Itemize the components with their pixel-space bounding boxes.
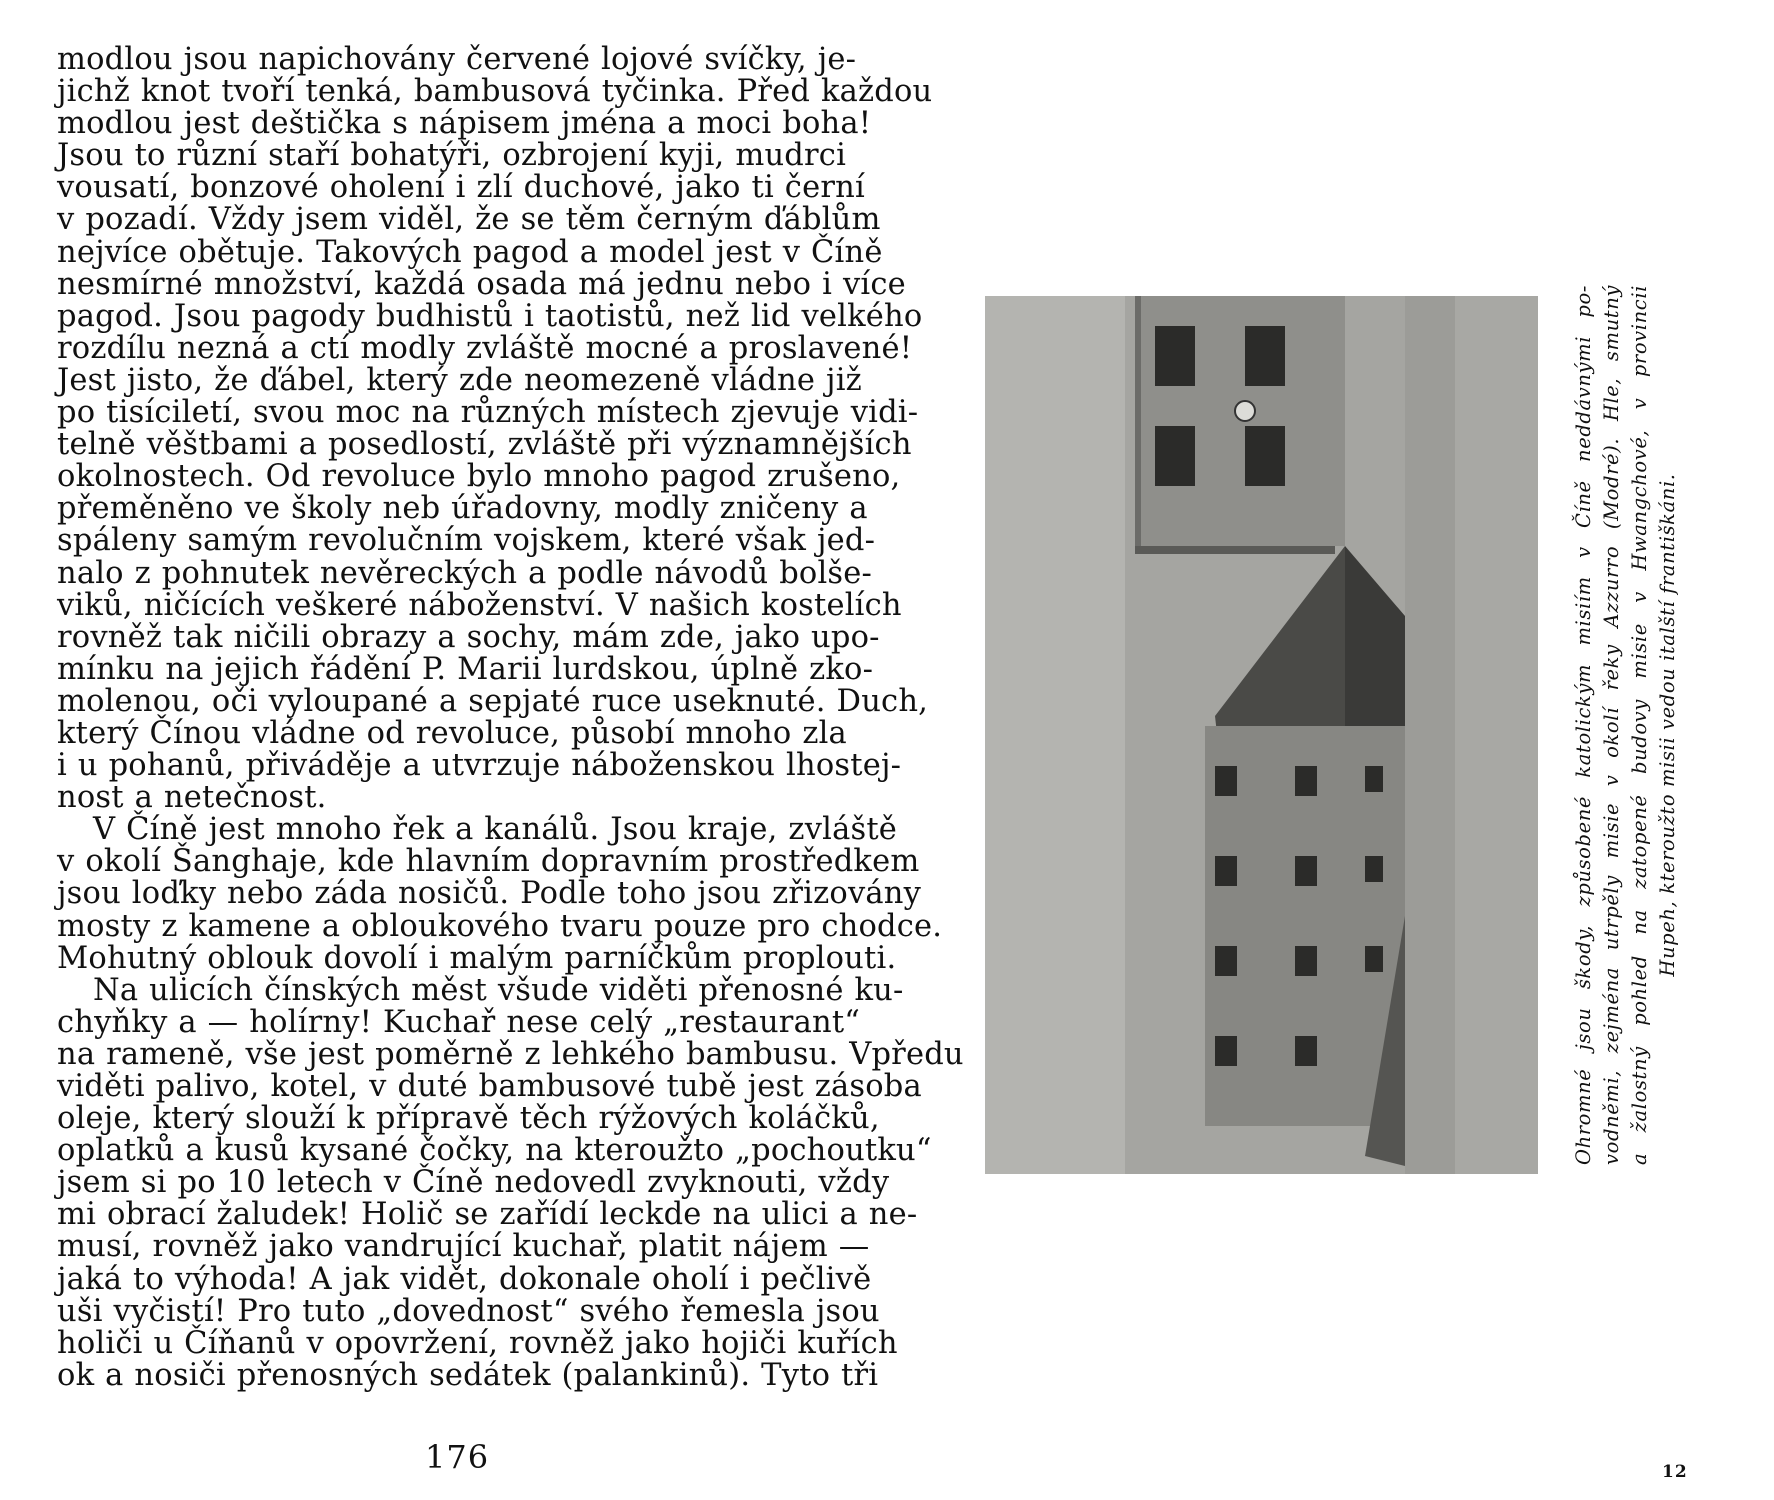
text-line: v pozadí. Vždy jsem viděl, že se těm černým ďáblům	[57, 202, 881, 238]
text-line: Jsou to různí staří bohatýři, ozbrojení kyji, mudrci	[57, 138, 847, 174]
text-line: přeměněno ve školy neb úřadovny, modly zničeny a	[57, 491, 868, 527]
text-line: v okolí Šanghaje, kde hlavním dopravním prostředkem	[57, 844, 920, 880]
text-line: jaká to výhoda! A jak vidět, dokonale oholí i pečlivě	[57, 1261, 872, 1297]
caption-line: Hupeh, kteroužto misii vedou italští františkáni.	[1656, 473, 1679, 977]
text-line: rozdílu nezná a ctí modly zvláště mocné a proslavené!	[57, 330, 913, 366]
text-line: rovněž tak ničili obrazy a sochy, mám zde, jako upo-	[57, 619, 880, 655]
text-line: nesmírné množství, každá osada má jednu nebo i více	[57, 266, 906, 302]
text-line: Mohutný oblouk dovolí i malým parníčkům proplouti.	[57, 940, 897, 976]
page-number-left: 176	[425, 1438, 490, 1476]
text-line: který Čínou vládne od revoluce, působí mnoho zla	[57, 715, 847, 751]
text-line: chyňky a — holírny! Kuchař nese celý „restaurant“	[57, 1004, 861, 1040]
text-line: okolnostech. Od revoluce bylo mnoho pagod zrušeno,	[57, 459, 901, 495]
text-line: vousatí, bonzové oholení i zlí duchové, jako ti černí	[57, 170, 865, 206]
text-line: nejvíce obětuje. Takových pagod a model jest v Číně	[57, 234, 883, 270]
right-page	[900, 0, 1774, 1500]
text-line: mínku na jejich řádění P. Marii lurdskou, úplně zko-	[57, 651, 874, 687]
text-line: viděti palivo, kotel, v duté bambusové tubě jest zásoba	[57, 1069, 922, 1104]
text-line: jichž knot tvoří tenká, bambusová tyčinka. Před každou	[57, 74, 933, 110]
text-line: jsem si po 10 letech v Číně nedovedl zvyknouti, vždy	[57, 1165, 890, 1201]
text-line: V Číně jest mnoho řek a kanálů. Jsou kraje, zvláště	[93, 812, 898, 848]
photo-caption	[1570, 285, 1690, 1165]
text-line: modlou jsou napichovány červené lojové svíčky, je-	[57, 42, 857, 77]
text-line: oleje, který slouží k přípravě těch rýžových koláčků,	[57, 1101, 880, 1137]
text-line: mosty z kamene a obloukového tvaru pouze pro chodce.	[57, 908, 943, 944]
caption-line: Ohromné jsou škody, způsobené katolickým misiím v Číně neddávnými po-	[1572, 285, 1595, 1165]
text-line: Na ulicích čínských měst všude viděti přenosné ku-	[93, 972, 904, 1008]
text-line: jsou loďky nebo záda nosičů. Podle toho jsou zřizovány	[57, 876, 922, 912]
text-line: mi obrací žaludek! Holič se zařídí leckde na ulici a ne-	[57, 1197, 918, 1233]
text-line: pagod. Jsou pagody budhistů i taotistů, než lid velkého	[57, 298, 923, 334]
text-line: na rameně, vše jest poměrně z lehkého bambusu. Vpředu	[57, 1036, 964, 1072]
text-line: musí, rovněž jako vandrující kuchař, platit nájem —	[57, 1229, 870, 1265]
text-line: oplatků a kusů kysané čočky, na kteroužto „pochoutku“	[57, 1133, 932, 1169]
flooded-mission-image	[985, 296, 1538, 1174]
text-line: po tisíciletí, svou moc na různých místech zjevuje vidi-	[57, 395, 919, 431]
text-line: spáleny samým revolučním vojskem, které však jed-	[57, 523, 876, 559]
text-line: Jest jisto, že ďábel, který zde neomezeně vládne již	[57, 362, 862, 398]
caption-line: a žalostný pohled na zatopené budovy misie v Hwangchové, v provincii	[1628, 285, 1651, 1165]
flooded-mission-photo	[985, 296, 1538, 1174]
text-line: nost a netečnost.	[57, 780, 327, 816]
text-line: i u pohanů, přiváděje a utvrzuje náboženskou lhostej-	[57, 748, 902, 784]
body-text	[57, 42, 964, 1393]
text-line: modlou jest deštička s nápisem jména a moci boha!	[57, 106, 872, 142]
text-line: uši vyčistí! Pro tuto „dovednost“ svého řemesla jsou	[57, 1293, 880, 1329]
text-line: molenou, oči vyloupané a sepjaté ruce useknuté. Duch,	[57, 683, 929, 719]
text-line: ok a nosiči přenosných sedátek (palankinů). Tyto tři	[57, 1357, 879, 1393]
text-line: nalo z pohnutek nevěreckých a podle návodů bolše-	[57, 555, 873, 591]
caption-line: vodněmi, zejména utrpěly misie v okolí řeky Azzurro (Modré). Hle, smutný	[1600, 285, 1623, 1165]
page-number-right: 12	[1662, 1462, 1688, 1482]
text-line: viků, ničících veškeré náboženství. V našich kostelích	[57, 587, 902, 623]
text-line: telně věštbami a posedlostí, zvláště při významnějších	[57, 427, 912, 463]
text-line: holiči u Číňanů v opovržení, rovněž jako hojiči kuřích	[57, 1325, 898, 1361]
